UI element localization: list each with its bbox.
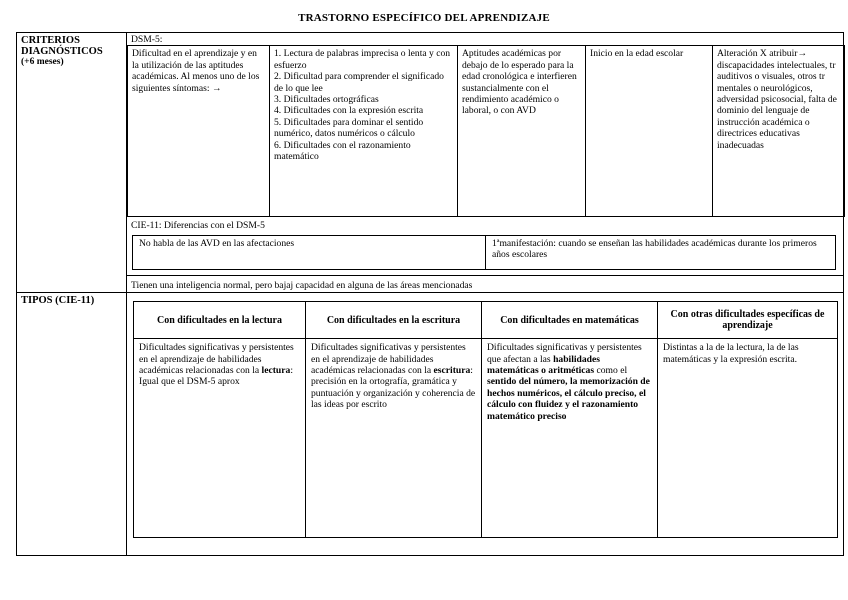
lectura-text: Dificultades significativas y persistentes en el aprendizaje de habilidades académicas relacionadas con la <box>139 342 294 377</box>
lectura-bold: lectura <box>261 365 291 377</box>
inteligencia-note: Tienen una inteligencia normal, pero bajaj capacidad en alguna de las áreas mencionadas <box>127 275 843 292</box>
cie-diff-avd: No habla de las AVD en las afectaciones <box>133 235 486 269</box>
header-escritura: Con dificultades en la escritura <box>306 302 482 339</box>
criterios-content <box>127 33 844 293</box>
symptom-item: 4. Dificultades con la expresión escrita <box>274 105 424 117</box>
matematicas-mid: como el <box>594 365 628 377</box>
symptom-item: 1. Lectura de palabras imprecisa o lenta y con esfuerzo <box>274 48 451 71</box>
tipo-matematicas-cell <box>482 339 658 538</box>
dsm-col-sintomas <box>270 46 458 217</box>
dsm-col-aptitudes: Aptitudes académicas por debajo de lo esperado para la edad cronológica e interfieren sustancialmente con el rendimiento académico o laboral, o con AVD <box>458 46 586 217</box>
cie-caption: CIE-11: Diferencias con el DSM-5 <box>131 220 265 232</box>
matematicas-text: Dificultades significativas y persistentes que afectan a las <box>487 342 642 365</box>
tipo-lectura-cell <box>134 339 306 538</box>
tipos-table <box>133 301 838 538</box>
tipo-otras-cell: Distintas a la de la lectura, la de las matemáticas y la expresión escrita. <box>658 339 838 538</box>
escritura-text: Dificultades significativas y persistentes en el aprendizaje de habilidades académicas relacionadas con la <box>311 342 466 377</box>
tipos-label: TIPOS (CIE-11) <box>17 293 127 556</box>
matematicas-bold-1: habilidades matemáticas o aritméticas <box>487 353 600 377</box>
dsm-col-dificultad: Dificultad en el aprendizaje y en la utilización de las aptitudes académicas. Al menos uno de los siguientes síntomas: → <box>128 46 270 217</box>
header-matematicas: Con dificultades en matemáticas <box>482 302 658 339</box>
tipos-content <box>127 293 844 556</box>
document-title: TRASTORNO ESPECÍFICO DEL APRENDIZAJE <box>298 12 550 24</box>
lectura-colon: : <box>290 365 293 377</box>
criterios-row <box>17 33 844 293</box>
tipo-escritura-cell <box>306 339 482 538</box>
lectura-extra: Igual que el DSM-5 aprox <box>139 376 240 388</box>
criterios-label-cell <box>17 33 127 293</box>
dsm-col-inicio: Inicio en la edad escolar <box>586 46 713 217</box>
dsm-col-alteracion: Alteración X atribuir→ discapacidades intelectuales, tr auditivos o visuales, otros tr mentales o neurológicos, adversidad psicosocial, falta de dominio del lenguaje de instrucción académica o directrices educativas inadecuadas <box>713 46 845 217</box>
tipos-row <box>17 293 844 556</box>
escritura-bold: escritura <box>433 365 471 377</box>
symptom-item: 6. Dificultades con el razonamiento matemático <box>274 139 411 163</box>
symptom-item: 2. Dificultad para comprender el significado de lo que lee <box>274 71 444 94</box>
symptom-item: 3. Dificultades ortográficas <box>274 94 379 106</box>
symptom-item: 5. Dificultades para dominar el sentido numérico, datos numéricos o cálculo <box>274 116 424 140</box>
criterios-sublabel: (+6 meses) <box>21 57 64 67</box>
header-otras: Con otras dificultades específicas de aprendizaje <box>658 302 838 339</box>
cie-table <box>132 235 836 270</box>
cie-diff-manifestacion: 1ªmanifestación: cuando se enseñan las habilidades académicas durante los primeros años escolares <box>486 235 836 269</box>
header-lectura: Con dificultades en la lectura <box>134 302 306 339</box>
matematicas-bold-2: sentido del número, la memorización de hechos numéricos, el cálculo preciso, el cálculo con fluidez y el razonamiento matemático preciso <box>487 376 650 422</box>
dsm-table <box>127 45 845 217</box>
criterios-label: CRITERIOS DIAGNÓSTICOS <box>21 35 103 57</box>
escritura-rest: : precisión en la ortografía, gramática y puntuación y organización y coherencia de las ideas por escrito <box>311 365 476 411</box>
main-table <box>16 32 844 556</box>
dsm-caption: DSM-5: <box>131 34 163 45</box>
